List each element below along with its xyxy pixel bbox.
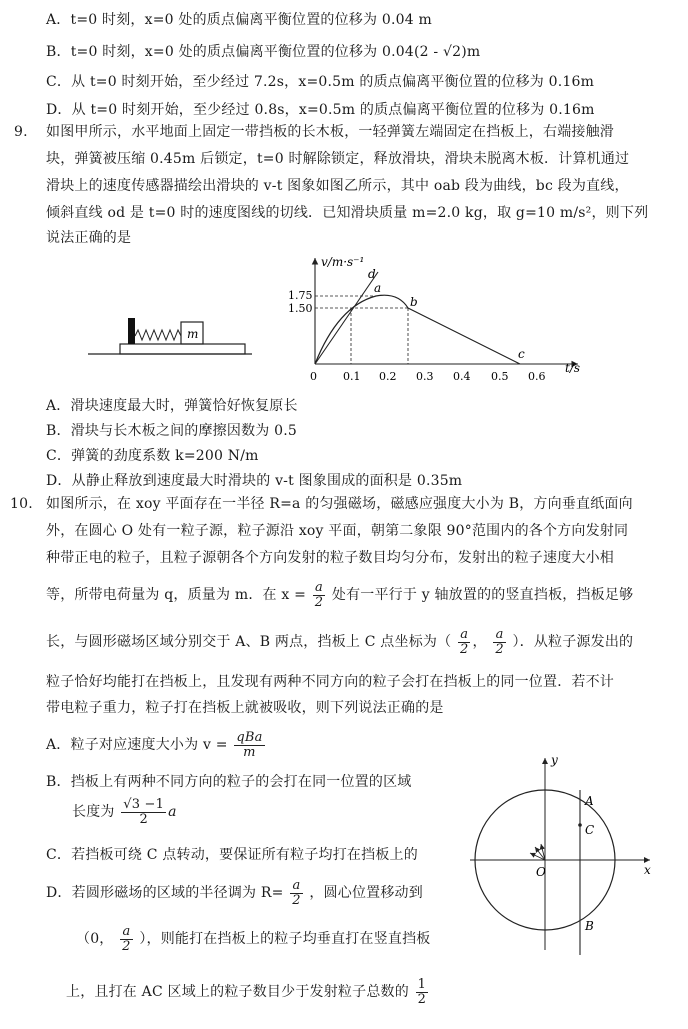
x-axis-label: t/s <box>565 361 581 375</box>
q10-circle-diagram <box>470 750 670 960</box>
y-tick-1-50: 1.50 <box>288 302 313 315</box>
x-tick-0-5: 0.5 <box>491 370 509 383</box>
x-tick-0: 0 <box>310 370 317 383</box>
tangent-line-od <box>315 272 378 364</box>
x-tick-0-3: 0.3 <box>416 370 434 383</box>
q10-option-b-line-1: B．挡板上有两种不同方向的粒子的会打在同一位置的区域 <box>46 774 412 790</box>
x-tick-0-6: 0.6 <box>528 370 546 383</box>
point-b: b <box>410 295 418 309</box>
label-y: y <box>551 753 558 767</box>
q8-option-d: D．从 t=0 时刻开始，至少经过 0.8s，x=0.5m 的质点偏离平衡位置的位移为 0.16m <box>46 102 595 118</box>
q10-stem-line-6: 粒子恰好均能打在挡板上，且发现有两种不同方向的粒子会打在挡板上的同一位置．若不计 <box>46 674 614 690</box>
point-c: c <box>518 347 525 361</box>
q9-option-d: D．从静止释放到速度最大时滑块的 v-t 图象围成的面积是 0.35m <box>46 473 463 489</box>
line-bc <box>408 308 520 364</box>
q10-option-d-line-1: D．若圆形磁场的区域的半径调为 R= $\frac{a}{2}$ ，圆心位置移动到 <box>46 877 423 908</box>
q10-stem-line-3: 种带正电的粒子，且粒子源朝各个方向发射的粒子数目均匀分布，发射出的粒子速度大小相 <box>46 550 614 566</box>
q10-number: 10. <box>10 496 33 512</box>
q10-stem-line-7: 带电粒子重力，粒子打在挡板上就被吸收，则下列说法正确的是 <box>46 700 444 716</box>
q10-option-d-line-3: 上，且打在 AC 区域上的粒子数目少于发射粒子总数的 $\frac{1}{2}$ <box>66 976 427 1007</box>
q9-stem-line-5: 说法正确的是 <box>46 230 132 246</box>
curve-oab <box>315 295 408 364</box>
q8-option-b: B．t=0 时刻，x=0 处的质点偏离平衡位置的位移为 0.04(2 - √2)m <box>46 44 481 60</box>
q10-stem-line-1: 如图所示，在 xoy 平面存在一半径 R=a 的匀强磁场，磁感应强度大小为 B，方向垂直纸面向 <box>46 496 633 512</box>
q9-stem-line-3: 滑块上的速度传感器描绘出滑块的 v-t 图象如图乙所示，其中 oab 段为曲线，bc 段为直线， <box>46 178 629 194</box>
q9-stem-line-1: 如图甲所示，水平地面上固定一带挡板的长木板，一轻弹簧左端固定在挡板上，右端接触滑 <box>46 124 614 140</box>
y-axis-label: v/m·s⁻¹ <box>321 255 365 269</box>
fraction-a-over-2: $\frac{a}{2}$ <box>314 579 324 610</box>
q10-option-a: A．粒子对应速度大小为 v = $\frac{\text{qBa}}{m}$ <box>46 729 263 760</box>
q9-option-b: B．滑块与长木板之间的摩擦因数为 0.5 <box>46 423 298 439</box>
fraction-qBa-over-m: $\frac{\text{qBa}}{m}$ <box>236 729 263 760</box>
q10-option-c: C．若挡板可绕 C 点转动，要保证所有粒子均打在挡板上的 <box>46 847 418 863</box>
q9-stem-line-4: 倾斜直线 od 是 t=0 时的速度图线的切线．已知滑块质量 m=2.0 kg，取 g=10 m/s²，则下列 <box>46 205 649 221</box>
point-d: d <box>368 267 376 281</box>
x-tick-0-4: 0.4 <box>453 370 471 383</box>
point-a: a <box>374 281 382 295</box>
q10-stem-line-2: 外，在圆心 O 处有一粒子源，粒子源沿 xoy 平面，朝第二象限 90°范围内的各个方向发射同 <box>46 523 629 539</box>
q10-stem-line-5: 长，与圆形磁场区域分别交于 A、B 两点，挡板上 C 点坐标为（ $\frac{a}{2}$ ， $\frac{a}{2}$ ）．从粒子源发出的 <box>46 626 634 657</box>
q10-option-d-line-2: （0， $\frac{a}{2}$ ），则能打在挡板上的粒子均垂直打在竖直挡板 <box>76 923 431 954</box>
block-label: m <box>187 327 199 341</box>
q8-option-a: A．t=0 时刻，x=0 处的质点偏离平衡位置的位移为 0.04 m <box>46 12 432 28</box>
q8-option-c: C．从 t=0 时刻开始，至少经过 7.2s，x=0.5m 的质点偏离平衡位置的位移为 0.16m <box>46 74 595 90</box>
q9-option-a: A．滑块速度最大时，弹簧恰好恢复原长 <box>46 398 298 414</box>
q10-option-b-line-2: 长度为 $\frac{√3 -1}{2}$ a <box>72 796 177 827</box>
label-C: C <box>585 823 595 837</box>
q9-option-c: C．弹簧的劲度系数 k=200 N/m <box>46 448 259 464</box>
q9-number: 9. <box>14 124 28 140</box>
y-tick-1-75: 1.75 <box>288 289 313 302</box>
label-O: O <box>536 865 546 879</box>
label-B: B <box>585 919 594 933</box>
q9-vt-graph <box>288 252 588 387</box>
x-tick-0-2: 0.2 <box>379 370 397 383</box>
q10-stem-line-4: 等，所带电荷量为 q，质量为 m．在 x = $\frac{a}{2}$ 处有一平行于 y 轴放置的的竖直挡板，挡板足够 <box>46 579 634 610</box>
x-tick-0-1: 0.1 <box>343 370 361 383</box>
label-x: x <box>644 863 651 877</box>
label-A: A <box>585 794 594 808</box>
q9-apparatus-figure <box>80 310 260 360</box>
q9-stem-line-2: 块，弹簧被压缩 0.45m 后锁定，t=0 时解除锁定，释放滑块，滑块未脱离木板．计算机通过 <box>46 151 630 167</box>
